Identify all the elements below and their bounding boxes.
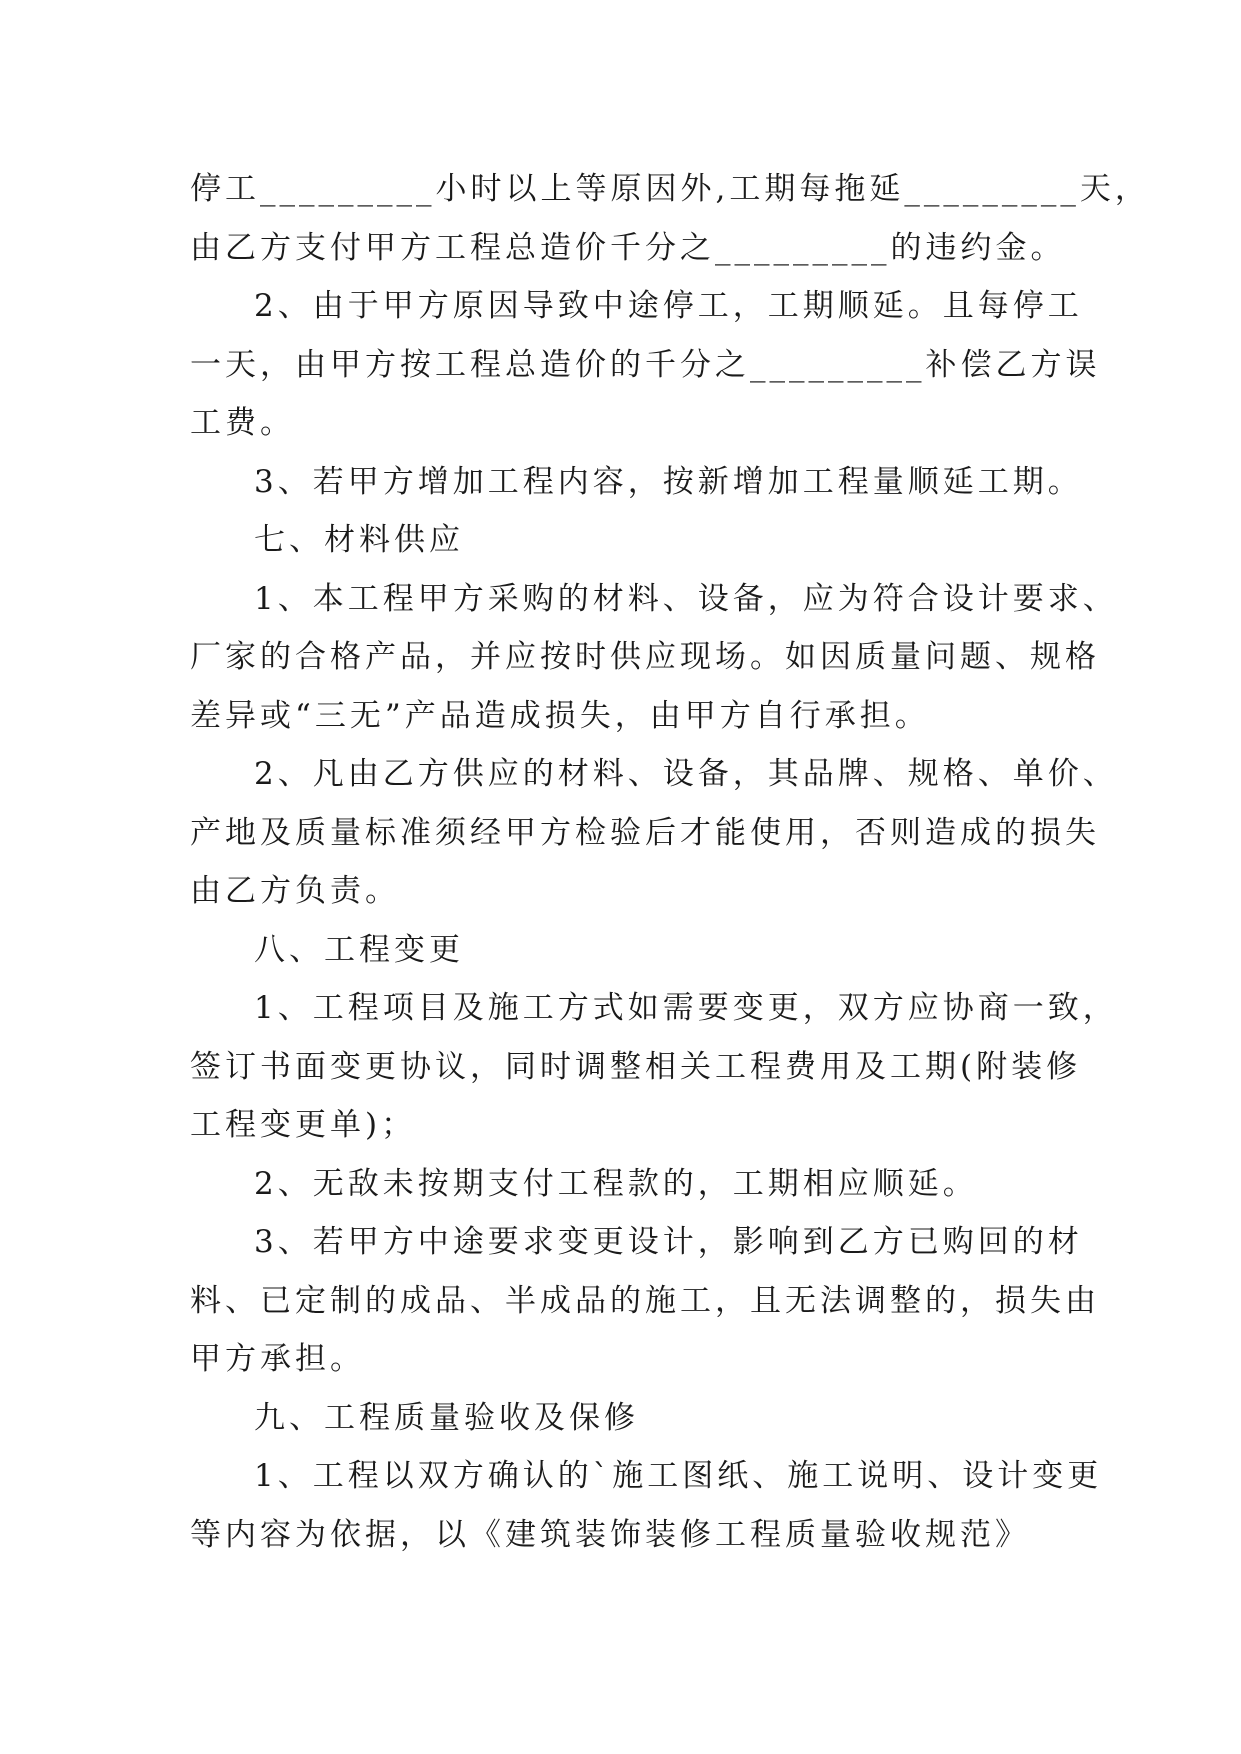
document-body (190, 160, 1150, 1564)
text-line: 工程变更单)； (190, 1107, 417, 1143)
text-line: 产地及质量标准须经甲方检验后才能使用，否则造成的损失 (190, 814, 1100, 851)
section-heading: 七、材料供应 (254, 522, 464, 558)
text-line: 3、若甲方中途要求变更设计，影响到乙方已购回的材 (254, 1224, 1083, 1260)
text-line: 3、若甲方增加工程内容，按新增加工程量顺延工期。 (254, 463, 1083, 500)
text-line: 2、凡由乙方供应的材料、设备，其品牌、规格、单价、 (254, 756, 1118, 792)
text-line: 1、本工程甲方采购的材料、设备，应为符合设计要求、 (254, 580, 1118, 617)
text-line: 一天，由甲方按工程总造价的千分之_________补偿乙方误 (190, 346, 1101, 383)
text-line: 厂家的合格产品，并应按时供应现场。如因质量问题、规格 (190, 639, 1100, 675)
text-line: 工费。 (190, 405, 295, 441)
section-heading: 九、工程质量验收及保修 (254, 1399, 639, 1436)
text-line: 2、由于甲方原因导致中途停工，工期顺延。且每停工 (254, 288, 1083, 324)
text-line: 由乙方支付甲方工程总造价千分之_________的违约金。 (190, 229, 1066, 266)
text-line: 1、工程以双方确认的`施工图纸、施工说明、设计变更 (254, 1458, 1103, 1494)
text-line: 由乙方负责。 (190, 873, 400, 909)
text-line: 2、无敌未按期支付工程款的，工期相应顺延。 (254, 1165, 978, 1202)
text-line: 等内容为依据，以《建筑装饰装修工程质量验收规范》 (190, 1516, 1030, 1553)
text-line: 1、工程项目及施工方式如需要变更，双方应协商一致， (254, 990, 1118, 1026)
section-heading: 八、工程变更 (254, 931, 464, 968)
text-line: 甲方承担。 (190, 1341, 365, 1377)
text-line: 差异或“三无”产品造成损失，由甲方自行承担。 (190, 697, 930, 734)
text-line: 料、已定制的成品、半成品的施工，且无法调整的，损失由 (190, 1282, 1100, 1319)
text-line: 停工_________小时以上等原因外,工期每拖延_________天， (190, 171, 1150, 207)
text-line: 签订书面变更协议，同时调整相关工程费用及工期(附装修 (190, 1048, 1082, 1085)
